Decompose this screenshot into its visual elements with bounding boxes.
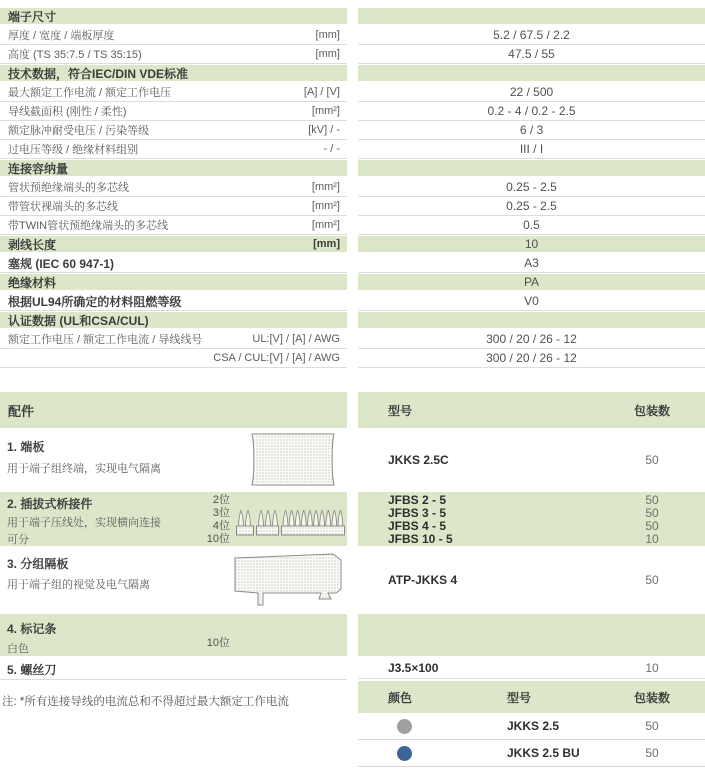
order-row	[358, 506, 705, 519]
spec-row	[0, 292, 705, 311]
spec-row	[0, 140, 705, 159]
model-number: JFBS 4 - 5	[388, 518, 447, 533]
spec-row	[0, 178, 705, 197]
pole-count: 4位	[212, 520, 230, 532]
spec-section-header	[0, 7, 705, 26]
order-row	[358, 662, 705, 675]
section-title: 连接容纳量	[8, 161, 69, 176]
pole-count: 10位	[206, 533, 230, 545]
column-gutter	[347, 64, 358, 83]
spec-value: III / I	[519, 142, 544, 156]
spec-value: 0.2 - 4 / 0.2 - 2.5	[487, 104, 576, 118]
accessory-title: 3. 分组隔板	[7, 557, 69, 571]
column-gutter	[347, 235, 358, 254]
spec-label: 带管状裸端头的多芯线	[8, 201, 118, 213]
spec-row	[0, 26, 705, 45]
separator-plate-icon	[232, 551, 344, 609]
spec-label: 导线截面积 (刚性 / 柔性)	[8, 106, 127, 118]
column-gutter	[347, 102, 358, 121]
accessory-desc: 用于端子组的视觉及电气隔离	[7, 579, 150, 591]
column-gutter	[347, 292, 358, 311]
spec-label: 带TWIN管状预绝缘端头的多芯线	[8, 220, 169, 232]
model-number: J3.5×100	[388, 661, 439, 675]
spec-value: 10	[524, 237, 539, 251]
column-gutter	[347, 140, 358, 159]
column-gutter	[347, 7, 358, 26]
spec-section-header	[0, 64, 705, 83]
spec-unit: [kV] / -	[308, 124, 340, 136]
accessory-marker-strip	[0, 614, 347, 656]
order-group	[358, 492, 705, 546]
column-gutter	[347, 273, 358, 292]
column-gutter	[347, 121, 358, 140]
spec-value: 6 / 3	[519, 123, 544, 137]
model-number: JKKS 2.5C	[388, 453, 449, 467]
order-row	[358, 519, 705, 532]
model-number: ATP-JKKS 4	[388, 573, 458, 587]
pack-qty: 50	[645, 492, 659, 507]
pole-count-list	[185, 494, 230, 546]
spec-unit: [mm]	[315, 48, 340, 60]
model-number: JKKS 2.5	[507, 719, 560, 733]
spec-unit: [mm]	[313, 238, 340, 250]
section-title: 认证数据 (UL和CSA/CUL)	[8, 313, 149, 328]
spec-label: 根据UL94所确定的材料阻燃等级	[8, 294, 182, 309]
spec-row	[0, 121, 705, 140]
order-table-header	[358, 392, 705, 428]
accessory-title: 2. 插拔式桥接件	[7, 497, 93, 511]
spec-unit: CSA / CUL:[V] / [A] / AWG	[213, 352, 340, 364]
spec-value: 300 / 20 / 26 - 12	[486, 332, 577, 346]
spec-value: V0	[524, 294, 539, 308]
order-row	[358, 493, 705, 506]
ordering-column	[358, 392, 705, 767]
column-gutter	[347, 349, 358, 368]
pack-qty: 10	[645, 661, 659, 675]
spec-value: 0.25 - 2.5	[506, 199, 557, 213]
spec-unit: [mm²]	[311, 105, 340, 117]
pack-qty: 50	[645, 573, 659, 587]
pole-count-list	[185, 637, 230, 650]
spec-label: 过电压等级 / 绝缘材料组别	[8, 144, 139, 156]
spec-row	[0, 349, 705, 368]
column-gutter	[347, 83, 358, 102]
pack-qty: 50	[645, 518, 659, 533]
color-column-header: 颜色	[388, 690, 413, 705]
accessory-screwdriver	[0, 658, 347, 680]
spec-row	[0, 83, 705, 102]
model-number: JFBS 10 - 5	[388, 531, 453, 546]
spec-label: 剥线长度	[8, 237, 57, 252]
spec-value: 0.5	[523, 218, 540, 232]
accessory-desc: 白色	[7, 643, 29, 655]
pack-qty: 50	[645, 453, 659, 467]
accessories-header: 配件	[0, 392, 347, 428]
spec-unit: [A] / [V]	[303, 86, 340, 98]
jumper-comb-icon	[236, 500, 345, 542]
accessory-separator	[0, 548, 347, 612]
spec-section-header	[0, 311, 705, 330]
spec-label: 管状预绝缘端头的多芯线	[8, 182, 129, 194]
order-row	[358, 532, 705, 545]
accessory-end-plate	[0, 430, 347, 490]
color-table-header	[358, 681, 705, 713]
spec-row	[0, 254, 705, 273]
model-column-header: 型号	[388, 403, 413, 418]
blue-color-dot-icon	[397, 746, 412, 761]
model-number: JFBS 3 - 5	[388, 505, 447, 520]
model-number: JKKS 2.5 BU	[507, 746, 580, 760]
spec-value: PA	[523, 275, 540, 289]
pack-qty: 50	[645, 505, 659, 520]
accessory-desc: 用于端子组终端，实现电气隔离	[7, 463, 161, 475]
qty-column-header: 包装数	[633, 690, 670, 705]
spec-label: 塞规 (IEC 60 947-1)	[8, 256, 115, 271]
column-gutter	[347, 392, 358, 767]
spec-row	[0, 330, 705, 349]
spec-value: A3	[524, 256, 539, 270]
section-title: 端子尺寸	[8, 9, 57, 24]
accessory-title: 1. 端板	[7, 440, 45, 454]
order-group	[358, 658, 705, 679]
accessories-section	[0, 392, 705, 767]
column-gutter	[347, 45, 358, 64]
column-gutter	[347, 330, 358, 349]
spec-value: 22 / 500	[509, 85, 554, 99]
spec-row-highlight	[0, 273, 705, 292]
spec-label: 额定工作电压 / 额定工作电流 / 导线线号	[8, 334, 203, 346]
color-table-row	[358, 740, 705, 767]
spec-section-header	[0, 159, 705, 178]
model-number: JFBS 2 - 5	[388, 492, 447, 507]
pole-count: 10位	[206, 637, 230, 649]
column-gutter	[347, 178, 358, 197]
footnote: 注: *所有连接导线的电流总和不得超过最大额定工作电流	[2, 696, 289, 708]
model-column-header: 型号	[507, 690, 532, 705]
column-gutter	[347, 159, 358, 178]
column-gutter	[347, 26, 358, 45]
spec-value: 300 / 20 / 26 - 12	[486, 351, 577, 365]
spec-value: 47.5 / 55	[508, 47, 555, 61]
accessory-jumper	[0, 492, 347, 546]
column-gutter	[347, 216, 358, 235]
order-group-empty	[358, 614, 705, 656]
order-group	[358, 548, 705, 612]
spec-row	[0, 216, 705, 235]
spec-unit: [mm²]	[311, 219, 340, 231]
spec-unit: [mm²]	[311, 200, 340, 212]
pack-qty: 50	[645, 719, 659, 733]
order-row	[358, 454, 705, 467]
spec-row	[0, 197, 705, 216]
pole-count: 2位	[212, 494, 230, 506]
section-title: 技术数据，符合IEC/DIN VDE标准	[8, 66, 189, 81]
spec-row	[0, 102, 705, 121]
column-gutter	[347, 311, 358, 330]
spec-header-left	[0, 7, 347, 26]
gray-color-dot-icon	[397, 719, 412, 734]
spec-unit: UL:[V] / [A] / AWG	[252, 333, 340, 345]
spec-table	[0, 0, 705, 368]
accessories-column	[0, 392, 347, 767]
order-row	[358, 574, 705, 587]
pack-qty: 10	[645, 531, 659, 546]
qty-column-header: 包装数	[633, 403, 670, 418]
column-gutter	[347, 197, 358, 216]
color-table-row	[358, 713, 705, 740]
spec-label: 绝缘材料	[8, 275, 57, 290]
spec-value: 0.25 - 2.5	[506, 180, 557, 194]
end-plate-icon	[247, 433, 339, 486]
spec-label: 高度 (TS 35:7.5 / TS 35:15)	[8, 49, 142, 61]
spec-row	[0, 45, 705, 64]
order-group	[358, 430, 705, 490]
spec-label: 最大额定工作电流 / 额定工作电压	[8, 87, 172, 99]
spec-label: 额定脉冲耐受电压 / 污染等级	[8, 125, 150, 137]
spec-header-right	[358, 7, 705, 26]
spec-value: 5.2 / 67.5 / 2.2	[493, 28, 570, 42]
spec-unit: - / -	[323, 143, 340, 155]
spec-label: 厚度 / 宽度 / 端板厚度	[8, 30, 115, 42]
pole-count: 3位	[212, 507, 230, 519]
spec-unit: [mm]	[315, 29, 340, 41]
pack-qty: 50	[645, 746, 659, 760]
spec-row-highlight	[0, 235, 705, 254]
accessory-title: 5. 螺丝刀	[7, 663, 57, 677]
spec-unit: [mm²]	[311, 181, 340, 193]
accessory-desc: 可分	[7, 534, 29, 546]
column-gutter	[347, 254, 358, 273]
accessory-desc: 用于端子压线处，实现横向连接	[7, 517, 161, 529]
accessory-title: 4. 标记条	[7, 622, 57, 636]
